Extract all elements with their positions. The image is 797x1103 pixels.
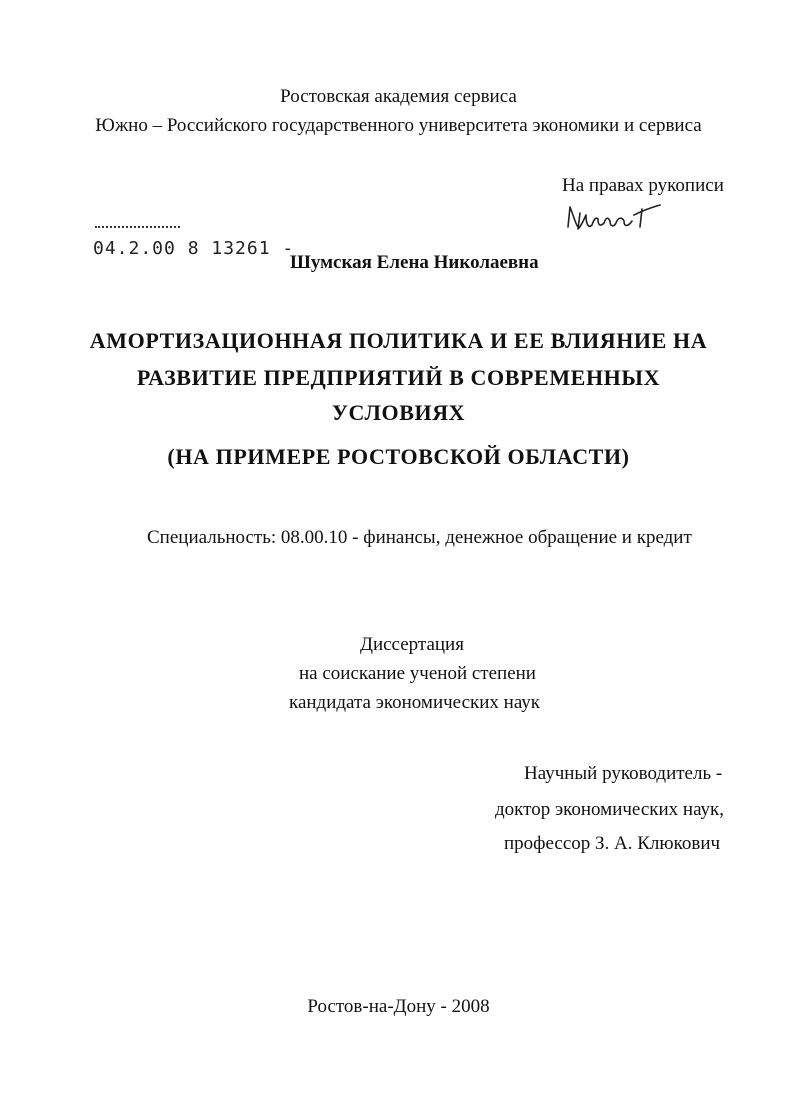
title-line-4: (НА ПРИМЕРЕ РОСТОВСКОЙ ОБЛАСТИ): [167, 444, 630, 469]
signature-icon: [560, 195, 690, 240]
academy-name: Ростовская академия сервиса: [280, 86, 517, 107]
title-line-3: УСЛОВИЯХ: [331, 400, 466, 425]
place-and-year: Ростов-на-Дону - 2008: [307, 996, 490, 1017]
university-name: Южно – Российского государственного университета экономики и сервиса: [95, 115, 702, 136]
registration-stamp: 04.2.00 8 13261 -: [93, 238, 295, 259]
supervisor-name: профессор З. А. Клюкович: [504, 833, 721, 854]
title-line-2: РАЗВИТИЕ ПРЕДПРИЯТИЙ В СОВРЕМЕННЫХ: [136, 365, 661, 390]
supervisor-degree: доктор экономических наук,: [495, 799, 725, 820]
dissertation-label: Диссертация: [360, 634, 464, 655]
dissertation-degree: кандидата экономических наук: [289, 692, 541, 713]
specialty: Специальность: 08.00.10 - финансы, денежное обращение и кредит: [147, 527, 692, 548]
dissertation-degree-purpose: на соискание ученой степени: [299, 663, 536, 684]
manuscript-note: На правах рукописи: [562, 175, 724, 196]
author-name: Шумская Елена Николаевна: [290, 252, 539, 273]
supervisor-label: Научный руководитель -: [524, 763, 723, 784]
title-line-1: АМОРТИЗАЦИОННАЯ ПОЛИТИКА И ЕЕ ВЛИЯНИЕ НА: [89, 328, 708, 353]
stamp-top-marks: [95, 226, 180, 234]
